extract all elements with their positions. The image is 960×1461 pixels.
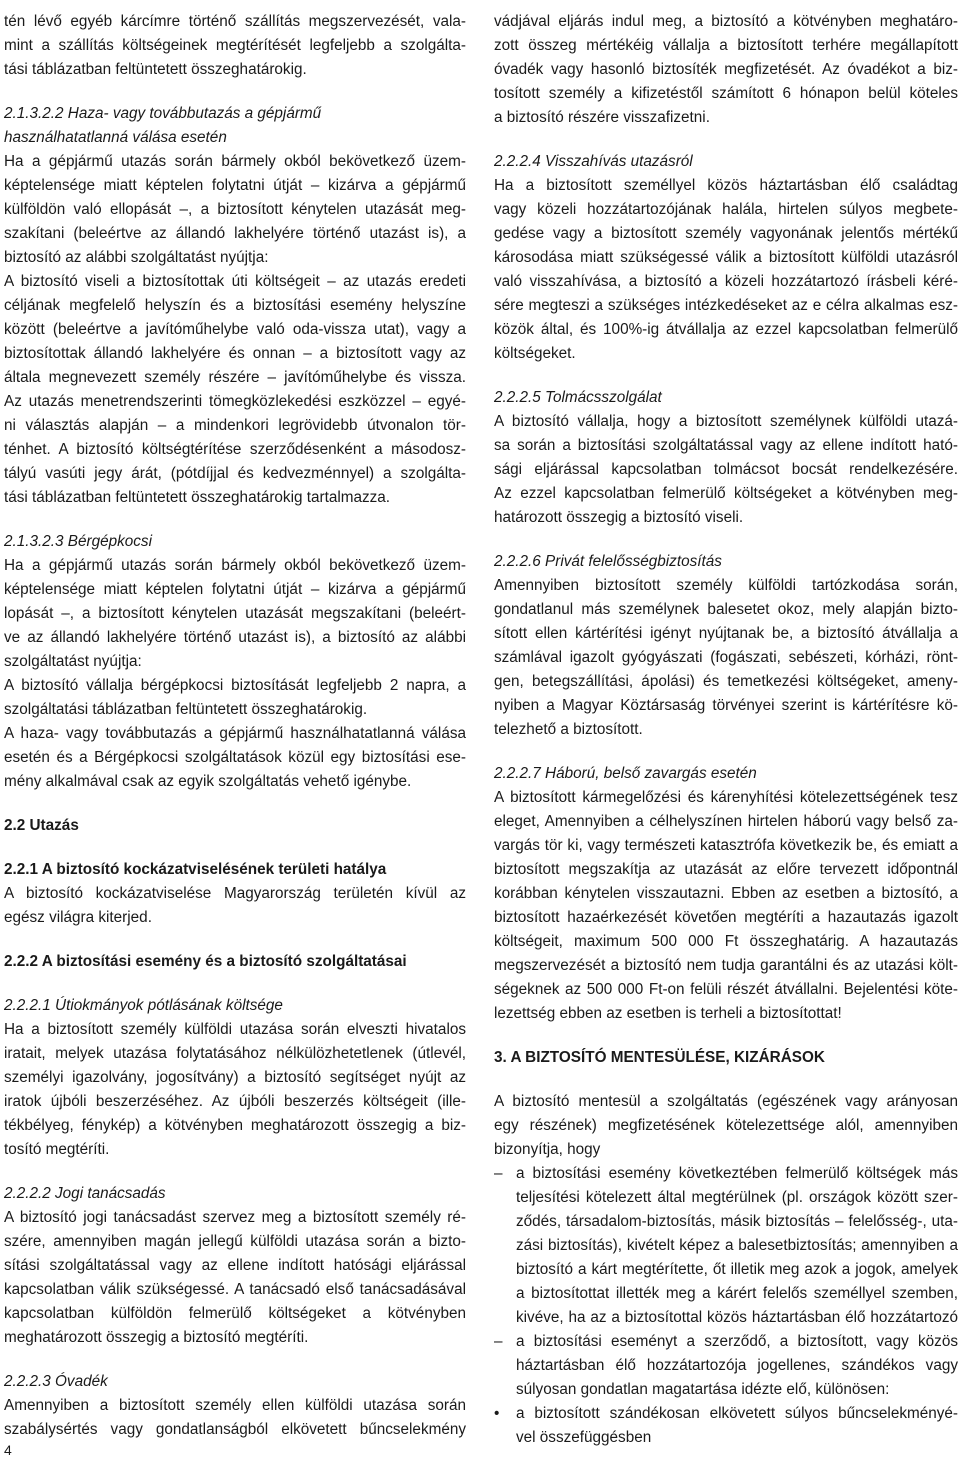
text-line: A biztosító vállalja, hogy a biztosított személynek külföldi utazá- <box>494 413 958 430</box>
text-line: zott összeg mértékéig vállalja a biztosított terhére megállapított <box>494 37 958 54</box>
text-line: képtelensége miatt képtelen folytatni útját – kizárva a gépjármű <box>4 177 466 194</box>
text-line: kapcsolatban válik szükségessé. A tanácsadó első tanácsadásával <box>4 1281 466 1298</box>
text-line: ségeknek az 500 000 Ft-on felüli részét átvállalni. Bejelentési köte- <box>494 981 958 998</box>
section-heading-italic: 2.2.2.1 Útiokmányok pótlásának költsége <box>4 997 283 1014</box>
dash-marker: – <box>494 1165 503 1182</box>
list-item-line: teljesítési kötelezett által megtérülnek (pl. országok között szer- <box>516 1189 958 1206</box>
section-heading-italic: 2.2.2.5 Tolmácsszolgálat <box>494 389 662 406</box>
section-heading-italic: 2.2.2.3 Óvadék <box>4 1373 108 1390</box>
text-line: szolgáltatási táblázatban feltüntetett összeghatárokig. <box>4 701 368 718</box>
text-line: A biztosított kármegelőzési és kárenyhítési kötelezettségének tesz <box>494 789 958 806</box>
text-line: esetén és a Bérgépkocsi szolgáltatások közül egy biztosítási ese- <box>4 749 466 766</box>
text-line: biztosítottak állandó lakhelyére és onnan – a biztosított vagy az <box>4 345 466 362</box>
text-line: Az utazás menetrendszerinti tömegközlekedési eszközzel – egyé- <box>4 393 466 410</box>
text-line: eleget, Amennyiben a célhelyszínen hirtelen háború vagy belső za- <box>494 813 958 830</box>
text-line: külföldön való ellopását –, a biztosított kénytelen utazását meg- <box>4 201 466 218</box>
list-item-line: a biztosítási esemény következtében felmerülő költségek más <box>516 1165 958 1182</box>
text-line: egész világra kiterjed. <box>4 909 152 926</box>
text-line: lopását –, a biztosított kénytelen utazását megszakítani (beleért- <box>4 605 466 622</box>
text-line: óvadék vagy hasonló biztosíték megfizetését. Az óvadékot a biz- <box>494 61 958 78</box>
section-heading-italic: 2.2.2.7 Háború, belső zavargás esetén <box>494 765 757 782</box>
text-line: mény alkalmával csak az egyik szolgáltatás vehető igénybe. <box>4 773 412 790</box>
text-line: sítási szolgáltatással vagy az ellene indított hatósági eljárással <box>4 1257 466 1274</box>
text-line: Amennyiben biztosított személy külföldi tartózkodása során, <box>494 577 958 594</box>
section-heading-bold: 2.2.2 A biztosítási esemény és a biztosító szolgáltatásai <box>4 953 407 970</box>
section-heading-bold: 3. A BIZTOSÍTÓ MENTESÜLÉSE, KIZÁRÁSOK <box>494 1049 825 1066</box>
text-line: sa során a biztosítási szolgáltatással vagy az ellene indított ható- <box>494 437 958 454</box>
text-line: költségeket. <box>494 345 576 362</box>
text-line: biztosított megszakítja az utazását az előre tervezett időpontnál <box>494 861 958 878</box>
text-line: Ha a biztosított személy külföldi utazása során elveszti hivatalos <box>4 1021 466 1038</box>
text-line: általa megnevezett személy részére – javítóműhelybe és vissza. <box>4 369 466 386</box>
list-item-line: a biztosítási eseményt a szerződő, a biztosított, vagy közös <box>516 1333 958 1350</box>
text-line: sított ellen kártérítési igényt nyújtanak be, a biztosító átvállalja a <box>494 625 958 642</box>
text-line: bizonyítja, hogy <box>494 1141 601 1158</box>
section-heading-bold: 2.2.1 A biztosító kockázatviselésének területi hatálya <box>4 861 387 878</box>
text-line: Az ezzel kapcsolatban felmerülő költségeket a kötvényben meg- <box>494 485 958 502</box>
list-item-line: biztosító a kárt megtérítette, őt illetik meg azok a jogok, amelyek <box>516 1261 958 1278</box>
section-heading-italic: 2.1.3.2.2 Haza- vagy továbbutazás a gépjármű <box>4 105 322 122</box>
list-item-line: ződés, társadalom-biztosítás, másik biztosítás – felelősség-, uta- <box>516 1213 958 1230</box>
text-line: személyi igazolvány, jogosítvány) a biztosító segítséget nyújt az <box>4 1069 466 1086</box>
text-line: A biztosító viseli a biztosítottak úti költségeit – az utazás eredeti <box>4 273 466 290</box>
text-line: kapcsolatban külföldön felmerülő költségeket a kötvényben <box>4 1305 466 1322</box>
list-item-line: súlyosan gondatlan magatartása idézte elő, különösen: <box>516 1381 890 1398</box>
text-line: tosító megtéríti. <box>4 1141 110 1158</box>
text-line: meghatározott összegig a biztosító megtéríti. <box>4 1329 309 1346</box>
text-line: biztosító az alábbi szolgáltatást nyújtja: <box>4 249 269 266</box>
text-line: gedése vagy a biztosított személy vagyonának jelentős mértékű <box>494 225 958 242</box>
section-heading-italic: 2.1.3.2.3 Bérgépkocsi <box>4 533 152 550</box>
text-line: szabálysértés vagy gondatlanságból elkövetett bűncselekmény <box>4 1421 466 1438</box>
text-line: ni választás alapján – a mindenkori legrövidebb útvonalon tör- <box>4 417 466 434</box>
text-line: között (beleértve a javítóműhelybe való oda-vissza utat), vagy a <box>4 321 466 338</box>
list-item-line: háztartásban élő hozzátartozója jogellenes, szándékos vagy <box>516 1357 958 1374</box>
text-line: képtelensége miatt képtelen folytatni útját – kizárva a gépjármű <box>4 581 466 598</box>
text-line: Ha a biztosított személlyel közös háztartásban élő családtag <box>494 177 958 194</box>
text-line: károsodása miatt szükségessé válik a biztosított külföldi utazásról <box>494 249 958 266</box>
text-line: vargás tör ki, vagy természeti katasztrófa következik be, és emiatt a <box>494 837 958 854</box>
text-line: szolgáltatást nyújtja: <box>4 653 142 670</box>
section-heading-italic: 2.2.2.4 Visszahívás utazásról <box>494 153 693 170</box>
text-line: vádjával eljárás indul meg, a biztosító a kötvényben meghatáro- <box>494 13 958 30</box>
section-heading-bold: 2.2 Utazás <box>4 817 79 834</box>
text-line: telezhető a biztosított. <box>494 721 643 738</box>
text-line: gen, betegszállítási, ápolási) és temetkezési költségeket, ameny- <box>494 673 958 690</box>
text-line: tályú vasúti jegy árát, (pótdíjjal és kedvezménnyel) a szolgálta- <box>4 465 466 482</box>
text-line: Ha a gépjármű utazás során bármely okból bekövetkező üzem- <box>4 153 466 170</box>
list-item-line: a biztosított szándékosan elkövetett súlyos bűncselekményé- <box>516 1405 958 1422</box>
text-line: lezettség ebben az esetben is terheli a biztosítottat! <box>494 1005 842 1022</box>
text-line: számlával igazolt gyógyászati (fogászati, sebészeti, kórházi, rönt- <box>494 649 958 666</box>
text-line: A haza- vagy továbbutazás a gépjármű használhatatlanná válása <box>4 725 466 742</box>
text-line: A biztosító vállalja bérgépkocsi biztosítását legfeljebb 2 napra, a <box>4 677 466 694</box>
text-line: mint a szállítás költségeinek megtérítését legfeljebb a szolgálta- <box>4 37 466 54</box>
text-line: határozott összegig a biztosító viseli. <box>494 509 744 526</box>
section-heading-italic: 2.2.2.6 Privát felelősségbiztosítás <box>494 553 722 570</box>
text-line: tási táblázatban feltüntetett összeghatárokig tartalmazza. <box>4 489 391 506</box>
bullet-marker: • <box>494 1405 500 1422</box>
text-line: biztosított hazaérkezését követően megtéríti a hazautazás igazolt <box>494 909 958 926</box>
text-line: sági eljárással kapcsolatban tolmácsot bocsát rendelkezésére. <box>494 461 958 478</box>
text-line: ténhet. A biztosító költségtérítése szerződésenként a másodosz- <box>4 441 466 458</box>
text-line: tén lévő egyéb kárcímre történő szállítás megszervezését, vala- <box>4 13 466 30</box>
text-line: tékbélyeg, fénykép) a kötvényben meghatározott összegig a biz- <box>4 1117 466 1134</box>
text-line: iratait, melyek utazása folytatásához nélkülözhetetlenek (útlevél, <box>4 1045 466 1062</box>
text-line: sére megteszi a szükséges intézkedéseket az e célra alkalmas esz- <box>494 297 958 314</box>
text-line: nyiben a Magyar Köztársaság törvényei szerint is kártérítésre kö- <box>494 697 958 714</box>
text-line: a biztosító részére visszafizetni. <box>494 109 710 126</box>
text-line: vagy közeli hozzátartozójának halála, hirtelen súlyos megbete- <box>494 201 958 218</box>
section-heading-italic: 2.2.2.2 Jogi tanácsadás <box>4 1185 166 1202</box>
text-line: tási táblázatban feltüntetett összeghatárokig. <box>4 61 307 78</box>
text-line: Ha a gépjármű utazás során bármely okból bekövetkező üzem- <box>4 557 466 574</box>
text-line: gondatlanul más személynek balesetet okoz, mely alapján bizto- <box>494 601 958 618</box>
page-number: 4 <box>4 1442 12 1458</box>
text-line: Amennyiben a biztosított személy ellen külföldi utazása során <box>4 1397 466 1414</box>
text-line: közök által, és 100%-ig átvállalja az ezzel kapcsolatban felmerülő <box>494 321 958 338</box>
list-item-line: vel összefüggésben <box>516 1429 652 1446</box>
text-line: A biztosító mentesül a szolgáltatás (egészének vagy arányosan <box>494 1093 958 1110</box>
text-line: szére, amennyiben magán jellegű külföldi utazása során a bizto- <box>4 1233 466 1250</box>
list-item-line: a biztosítottat illették meg a kárért felelős személlyel szemben, <box>516 1285 958 1302</box>
text-line: korábban kénytelen visszautazni. Ebben az esetben a biztosító, a <box>494 885 958 902</box>
text-line: való visszahívása, a biztosító a közeli hozzátartozó írásbeli kéré- <box>494 273 958 290</box>
text-line: megszervezését a biztosító nem tudja garantálni és az utazási költ- <box>494 957 958 974</box>
section-heading-italic: használhatatlanná válása esetén <box>4 129 227 146</box>
list-item-line: zási biztosítás), kivételt képez a balesetbiztosítás; amennyiben a <box>516 1237 958 1254</box>
list-item-line: kivéve, ha az a biztosítottal közös háztartásban élő hozzátartozó <box>516 1309 958 1326</box>
text-line: iratok újbóli beszerzéséhez. Az újbóli beszerzés költségeit (ille- <box>4 1093 466 1110</box>
text-line: ve az állandó lakhelyére történő utazást is), a biztosító az alábbi <box>4 629 466 646</box>
text-line: tosított személy a kifizetéstől számított 6 hónapon belül köteles <box>494 85 958 102</box>
text-line: A biztosító kockázatviselése Magyarország területén kívül az <box>4 885 466 902</box>
text-line: szakítani (beleértve az állandó lakhelyére történő utazást is), a <box>4 225 466 242</box>
dash-marker: – <box>494 1333 503 1350</box>
text-line: egy részének) megfizetésének kötelezettsége alól, amennyiben <box>494 1117 958 1134</box>
text-line: A biztosító jogi tanácsadást szervez meg a biztosított személy ré- <box>4 1209 466 1226</box>
text-line: céljának megfelelő helyszín és a biztosítási esemény helyszíne <box>4 297 466 314</box>
text-line: költségeit, maximum 500 000 Ft összeghatárig. A hazautazás <box>494 933 958 950</box>
